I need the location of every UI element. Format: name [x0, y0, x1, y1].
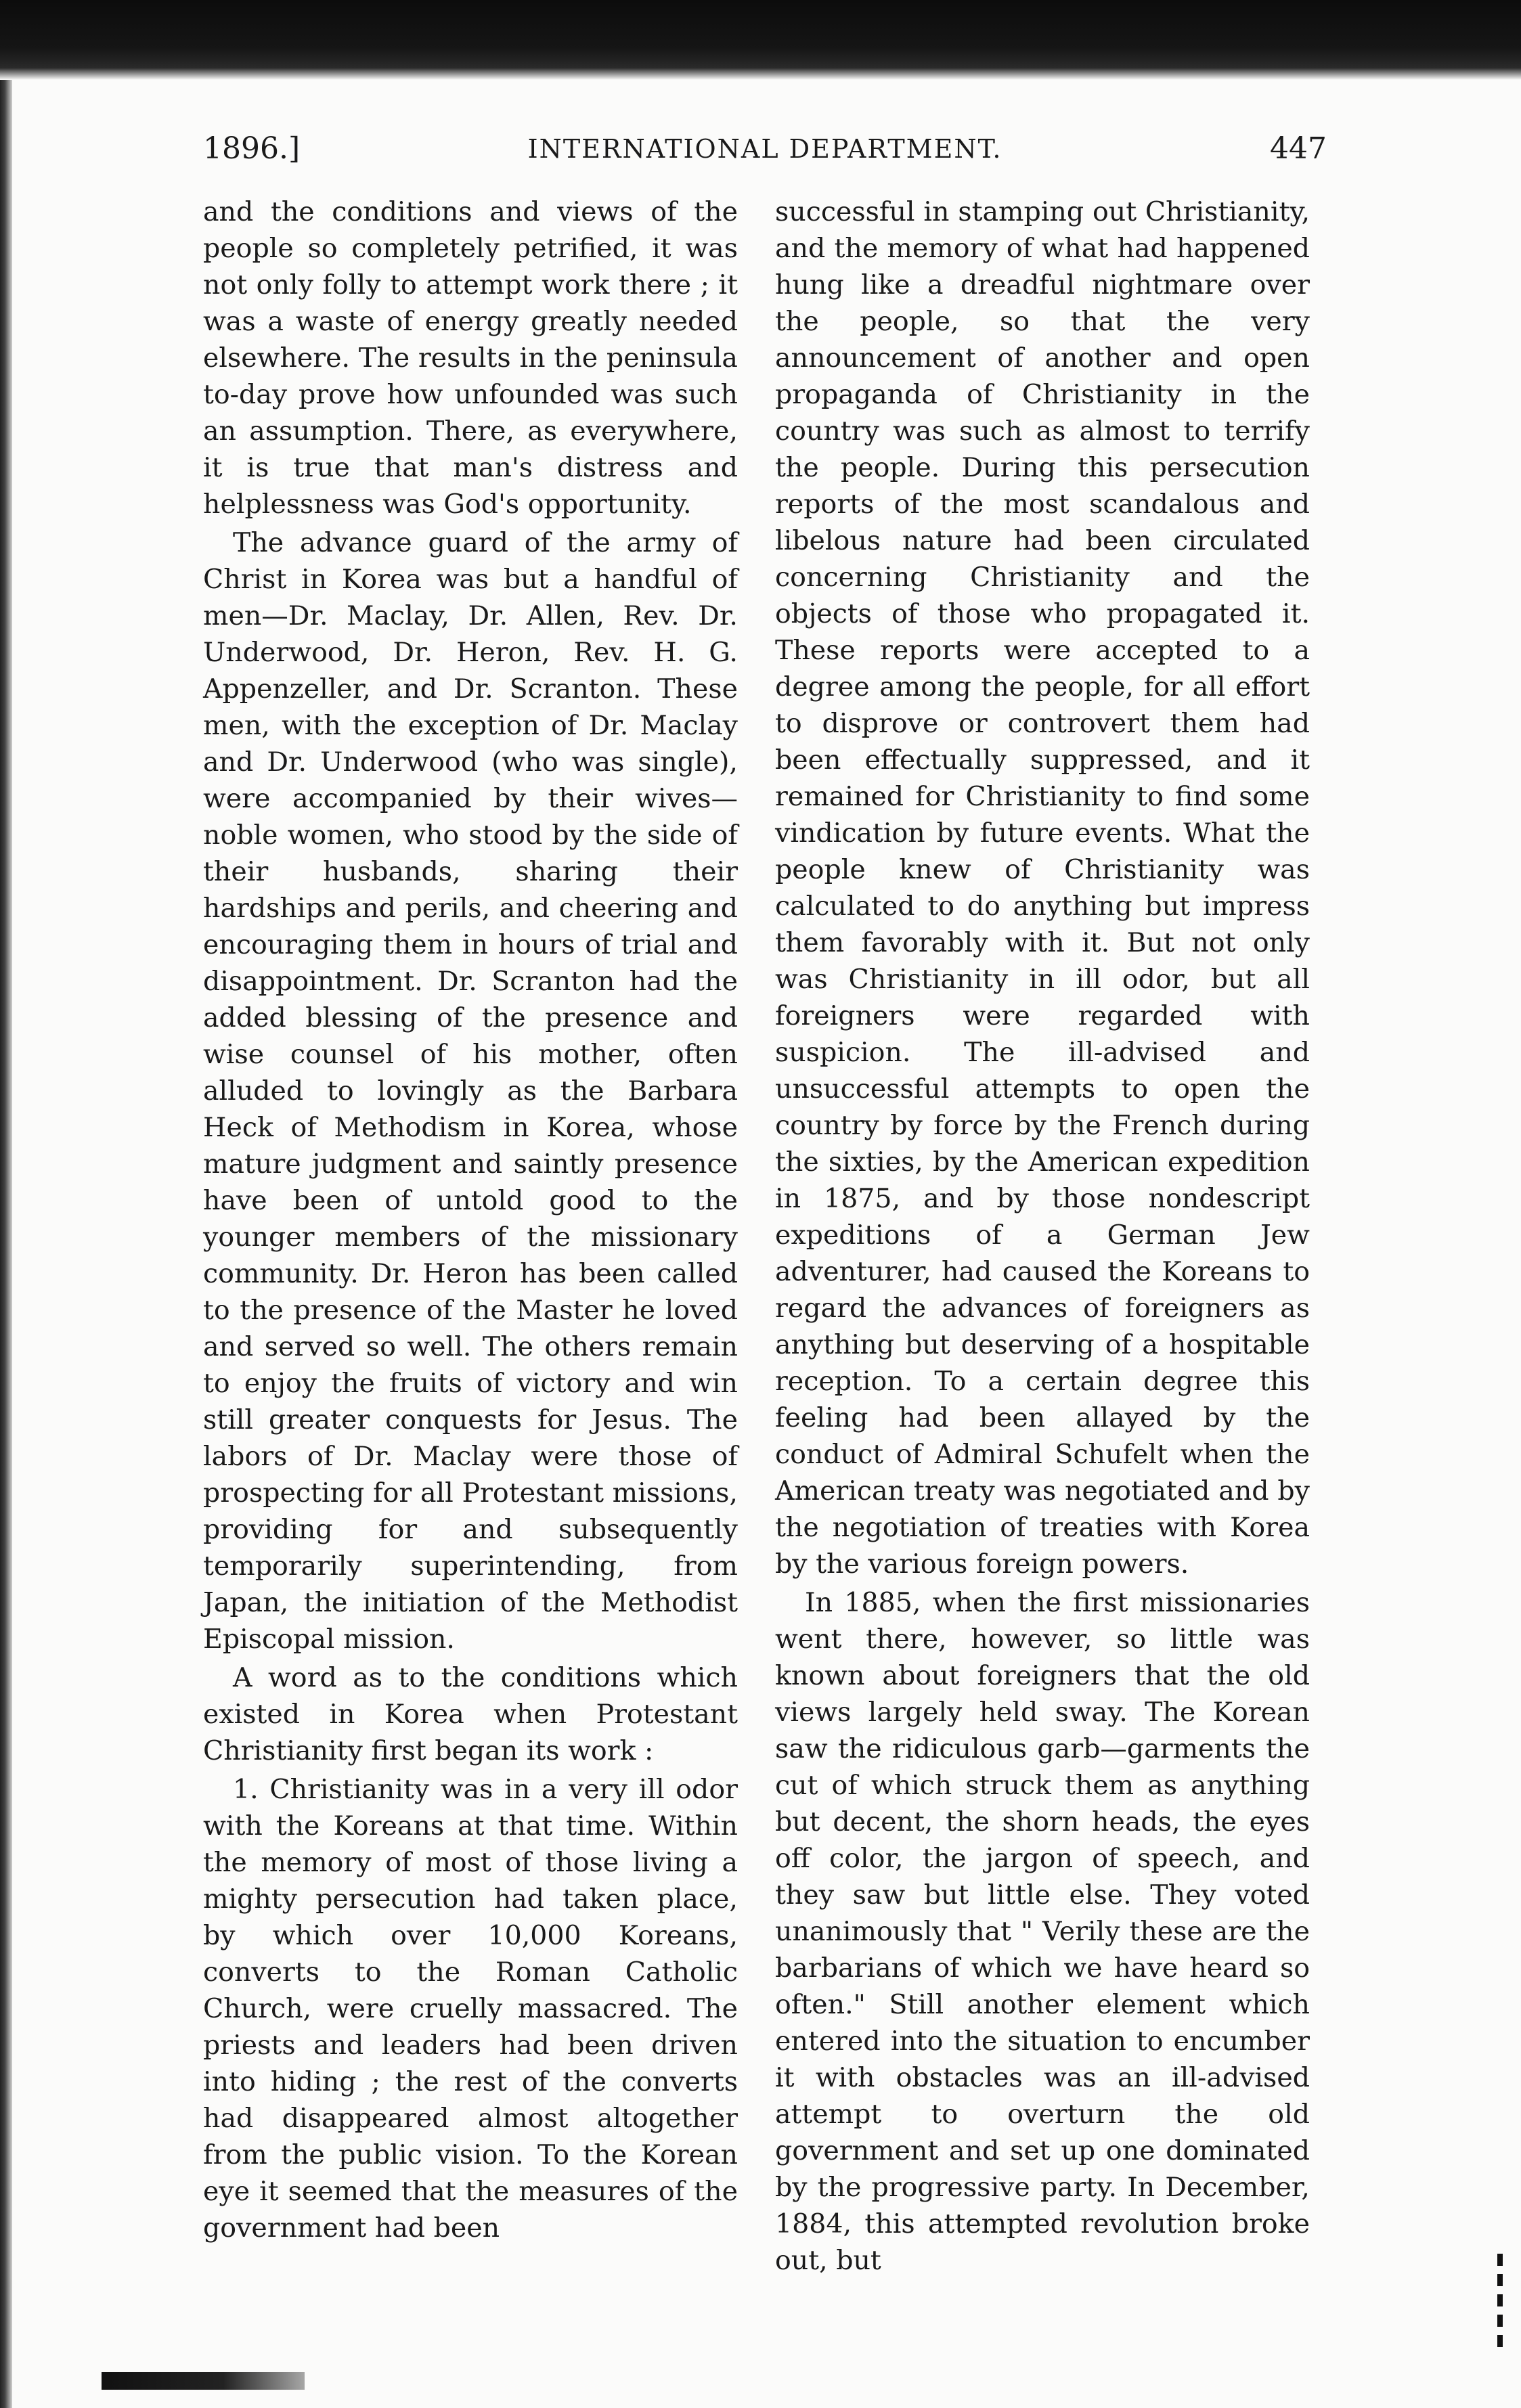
paragraph: and the conditions and views of the people so completely petrified, it was not only folly to attempt work there ; it was a waste of energy greatly needed elsewhere. The results in the peninsula to-day prove how unfounded was such an assumption. There, as everywhere, it is true that man's distress and helplessness was God's opportunity.	[203, 196, 738, 520]
scan-smudge	[102, 2372, 305, 2390]
left-column	[203, 194, 738, 2246]
scan-edge-mark	[1497, 2254, 1503, 2355]
paragraph: successful in stamping out Christianity, and the memory of what had happened hung like a dreadful nightmare over the people, so that the very announcement of another and open propaganda of Christianity in the country was such as almost to terrify the people. During this persecution reports of the most scandalous and libelous nature had been circulated concerning Christianity and the objects of those who propagated it. These reports were accepted to a degree among the people, for all effort to disprove or controvert them had been effectually suppressed, and it remained for Christianity to find some vindication by future events. What the people knew of Christianity was calculated to do anything but impress them favorably with it. But not only was Christianity in ill odor, but all foreigners were regarded with suspicion. The ill-advised and unsuccessful attempts to open the country by force by the French during the sixties, by the American expedition in 1875, and by those nondescript expeditions of a German Jew adventurer, had caused the Koreans to regard the advances of foreigners as anything but deserving of a hospitable reception. To a certain degree this feeling had been allayed by the conduct of Admiral Schufelt when the American treaty was negotiated and by the negotiation of treaties with Korea by the various foreign powers.	[775, 196, 1310, 1580]
header-section-title: INTERNATIONAL DEPARTMENT.	[527, 134, 1002, 164]
paragraph: The advance guard of the army of Christ in Korea was but a handful of men—Dr. Maclay, Dr. Allen, Rev. Dr. Underwood, Dr. Heron, Rev. H. G. Appenzeller, and Dr. Scranton. These men, with the exception of Dr. Maclay and Dr. Underwood (who was single), were accompanied by their wives—noble women, who stood by the side of their husbands, sharing their hardships and perils, and cheering and encouraging them in hours of trial and disappointment. Dr. Scranton had the added blessing of the presence and wise counsel of his mother, often alluded to lovingly as the Barbara Heck of Methodism in Korea, whose mature judgment and saintly presence have been of untold good to the younger members of the missionary community. Dr. Heron has been called to the presence of the Master he loved and served so well. The others remain to enjoy the fruits of victory and win still greater conquests for Jesus. The labors of Dr. Maclay were those of prospecting for all Protestant missions, providing for and subsequently temporarily superintending, from Japan, the initiation of the Methodist Episcopal mission.	[203, 527, 738, 1655]
right-column	[775, 194, 1310, 2279]
header-page-number: 447	[1270, 131, 1327, 166]
header-year: 1896.]	[203, 131, 301, 166]
paragraph: A word as to the conditions which existed in Korea when Protestant Christianity first began its work :	[203, 1662, 738, 1766]
paragraph: 1. Christianity was in a very ill odor with the Koreans at that time. Within the memory of most of those living a mighty persecution had taken place, by which over 10,000 Koreans, converts to the Roman Catholic Church, were cruelly massacred. The priests and leaders had been driven into hiding ; the rest of the converts had disappeared almost altogether from the public vision. To the Korean eye it seemed that the measures of the government had been	[203, 1774, 738, 2244]
running-head	[203, 129, 1327, 169]
scan-border-top	[0, 0, 1521, 80]
paragraph: In 1885, when the first missionaries went there, however, so little was known about foreigners that the old views largely held sway. The Korean saw the ridiculous garb—garments the cut of which struck them as anything but decent, the shorn heads, the eyes off color, the jargon of speech, and they saw but little else. They voted unanimously that " Verily these are the barbarians of which we have heard so often." Still another element which entered into the situation to encumber it with obstacles was an ill-advised attempt to overturn the old government and set up one dominated by the progressive party. In December, 1884, this attempted revolution broke out, but	[775, 1587, 1310, 2276]
scan-border-left	[0, 80, 12, 2408]
